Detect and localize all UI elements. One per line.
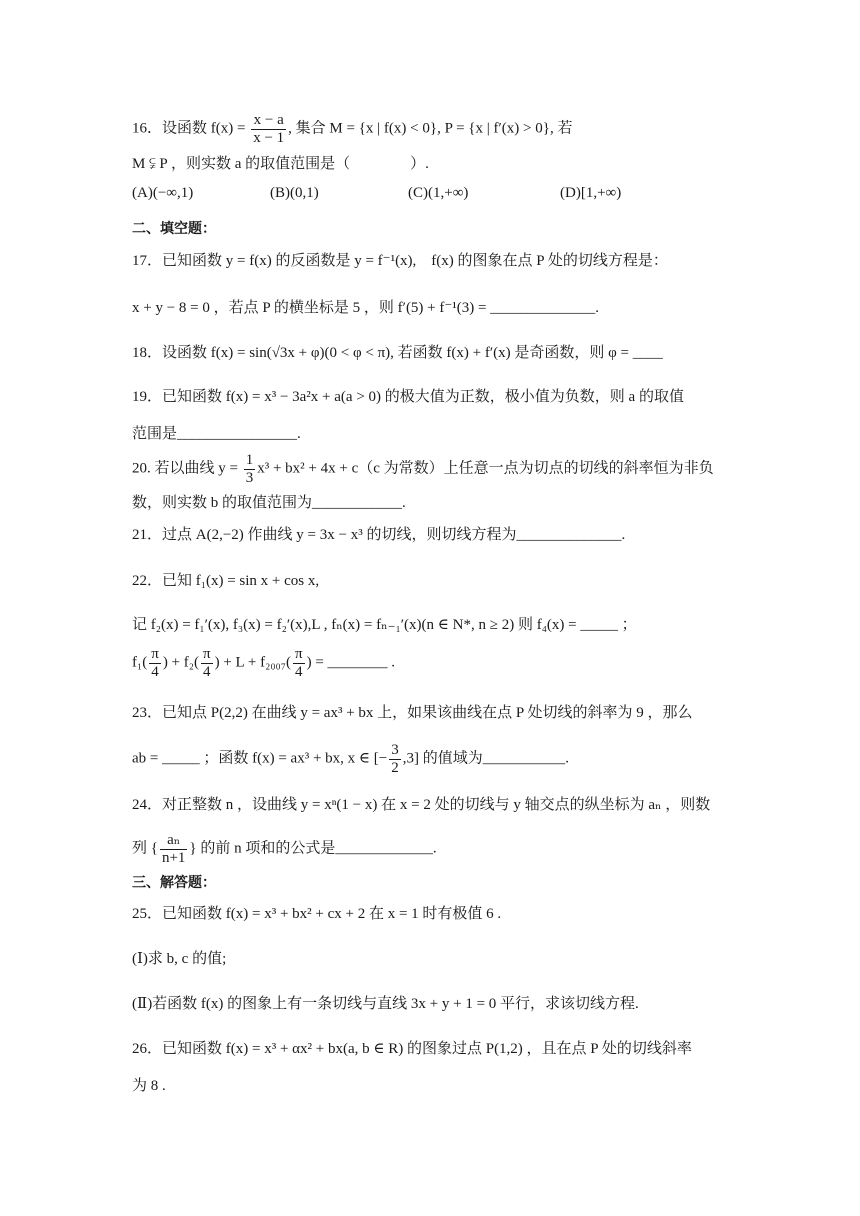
q16-options [132,186,621,201]
q22-sum-term1: f₁( [132,654,148,671]
q23-frac-num: 3 [391,742,399,758]
q23-frac-den: 2 [391,759,399,776]
q16-option-b: (B)(0,1) [270,185,319,201]
q20-line2: 数，则实数 b 的取值范围为____________. [132,495,406,511]
q22-line1: 22．已知 f₁(x) = sin x + cos x, [132,573,320,589]
q16-option-a: (A)(−∞,1) [132,185,194,201]
q26-line1: 26．已知函数 f(x) = x³ + αx² + bx(a, b ∈ R) 的图象过点 P(1,2) ，且在点 P 处的切线斜率 [132,1041,692,1057]
q25-part2: (Ⅱ)若函数 f(x) 的图象上有一条切线与直线 3x + y + 1 = 0 平行，求该切线方程. [132,996,639,1012]
q24-line1: 24．对正整数 n ，设曲线 y = xⁿ(1 − x) 在 x = 2 处的切线与 y 轴交点的纵坐标为 aₙ ，则数 [132,797,711,813]
q22-sum-term3: ) + L + f₂₀₀₇( [214,654,292,671]
q16-line1 [132,112,572,146]
q23-line2 [132,742,569,776]
q22-frac3-num: π [295,646,303,662]
q25-part1: (Ⅰ)求 b, c 的值; [132,951,227,967]
q17-line1: 17．已知函数 y = f(x) 的反函数是 y = f⁻¹(x), f(x) 的图象在点 P 处的切线方程是： [132,253,668,269]
q20-text-b: x³ + bx² + 4x + c（c 为常数）上任意一点为切点的切线的斜率恒为非负 [257,460,714,477]
q18-line: 18．设函数 f(x) = sin(√3x + φ)(0 < φ < π), 若函数 f(x) + f′(x) 是奇函数，则 φ = ____ [132,345,663,361]
q19-line2: 范围是________________. [132,426,301,442]
q23-fraction [389,742,401,776]
q22-line2: 记 f₂(x) = f₁′(x), f₃(x) = f₂′(x),L , fₙ(x) = fₙ₋₁′(x)(n ∈ N*, n ≥ 2) 则 f₄(x) = _____ ； [132,617,637,633]
q16-line2: M ⫋ P ，则实数 a 的取值范围是（ ）. [132,156,429,172]
section-solution-heading: 三、解答题： [132,875,216,891]
q22-line3 [132,646,395,680]
q16-frac-den: x − 1 [253,129,285,146]
q20-fraction [244,452,256,486]
q24-frac-num: aₙ [160,832,187,850]
q24-text-a: 列 { [132,840,158,857]
q26-line2: 为 8 . [132,1078,166,1094]
q20-line1 [132,452,714,486]
q16-fraction [251,112,286,146]
q22-sum-term2: ) + f₂( [162,654,199,671]
q22-sum-blank: ) = ________ . [306,654,396,671]
q19-line1: 19．已知函数 f(x) = x³ − 3a²x + a(a > 0) 的极大值为正数，极小值为负数，则 a 的取值 [132,389,684,405]
q16-option-d: (D)[1,+∞) [560,185,622,201]
q24-text-b: } 的前 n 项和的公式是_____________. [189,840,437,857]
q25-line1: 25．已知函数 f(x) = x³ + bx² + cx + 2 在 x = 1 时有极值 6 . [132,906,502,922]
q22-frac1-den: 4 [151,663,159,680]
q17-line2: x + y − 8 = 0 ，若点 P 的横坐标是 5 ，则 f′(5) + f⁻¹(3) = ______________. [132,300,600,316]
q22-frac2 [201,646,213,680]
q24-frac-den: n+1 [161,849,186,866]
q20-frac-num: 1 [245,452,254,468]
q16-frac-num: x − a [251,112,286,130]
q16-option-c: (C)(1,+∞) [408,185,469,201]
q16-text-b: , 集合 M = {x | f(x) < 0}, P = {x | f′(x) > 0}, 若 [288,120,573,137]
q24-line2 [132,832,437,866]
q20-frac-den: 3 [245,469,254,486]
q22-frac1 [149,646,161,680]
section-fill-in-heading: 二、填空题： [132,221,216,237]
q23-text-b: ,3] 的值域为___________. [402,750,569,767]
q22-frac2-num: π [203,646,211,662]
q22-frac2-den: 4 [203,663,211,680]
q24-fraction [160,832,187,866]
q22-frac3 [293,646,305,680]
q16-text-a: 16．设函数 f(x) = [132,120,250,137]
q22-frac1-num: π [151,646,159,662]
q22-frac3-den: 4 [295,663,303,680]
q23-text-a: ab = _____ ；函数 f(x) = ax³ + bx, x ∈ [− [132,750,388,767]
q20-text-a: 20. 若以曲线 y = [132,460,242,477]
q23-line1: 23．已知点 P(2,2) 在曲线 y = ax³ + bx 上，如果该曲线在点 P 处切线的斜率为 9 ，那么 [132,705,693,721]
q21-line: 21．过点 A(2,−2) 作曲线 y = 3x − x³ 的切线，则切线方程为______________. [132,527,626,543]
